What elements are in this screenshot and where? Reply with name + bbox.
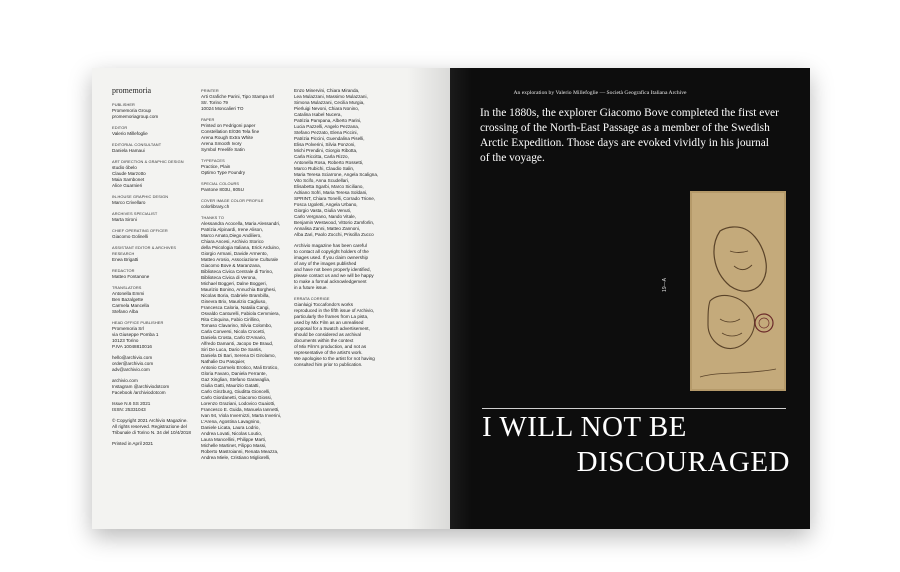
colophon-line: Promemoria Group [112,108,152,113]
colophon-line: Nicolas Boria, Gabriele Brambilla, [201,293,270,298]
colophon-line: Instagram @archiviodotcom [112,384,170,389]
colophon-line: Pantone 803U, 805U [201,187,244,192]
colophon-line: ISSN: 25331043 [112,407,146,412]
colophon-line: promemoriagroup.com [112,114,159,119]
colophon-block [112,211,192,223]
colophon-line: SPRINT, Chiara Tonelli, Corrado Trione, [294,196,376,201]
colophon-line: Alessandra Acocella, Maria Alessandri, [201,221,281,226]
colophon-line: Daniela Crosta, Carlo D'Amario, [201,335,267,340]
colophon-line: Arena Smooth Ivory [201,141,242,146]
colophon-line: to make a formal acknowledgement [294,279,367,284]
colophon-label: ASSISTANT EDITOR & ARCHIVES RESEARCH [112,245,177,256]
colophon-line: Optimo Type Foundry [201,170,246,175]
colophon-line: Carlo Vergnano, Nando Vitale, [294,214,356,219]
colophon-line: consulted him prior to publication. [294,362,363,367]
colophon-line: Michi Prendini, Giorgio Ribotta, [294,148,358,153]
colophon-block [112,378,192,396]
colophon-label: PRINTER [201,88,219,93]
colophon-line: Printed on Fedrigoni paper [201,123,256,128]
colophon-line: Constellation E/036 Tela fine [201,129,260,134]
colophon-line: Patrizia Alpinardi, Irene Alison, [201,227,264,232]
colophon-line: representative of the artist's work. [294,350,363,355]
colophon-line: adv@archivio.com [112,367,150,372]
colophon-line: Alfredo Damanti, Jacopo De Braud, [201,341,274,346]
colophon-label: SPECIAL COLOURS [201,181,240,186]
colophon-page [92,68,450,529]
colophon-line: hello@archivio.com [112,355,153,360]
colophon-line: studio óbelo [112,165,137,170]
colophon-line: Carmela Mancella [112,303,150,308]
colophon-line: Nathalie Du Pasquier, [201,359,246,364]
colophon-line: Str. Torino 79 [201,100,228,105]
colophon-line: Carlo Giordanetti, Giacomo Giossi, [201,395,272,400]
colophon-line: 10024 Moncalieri TO [201,106,244,111]
colophon-line: particularly the frames from La pista, [294,314,369,319]
colophon-line: Siri De Luca, Dario De Santis, [201,347,263,352]
colophon-block [201,88,285,112]
colophon-line: L'Arena, Agostina Lavagnino, [201,419,261,424]
colophon-block [112,194,192,206]
colophon-block [112,142,192,154]
colophon-line: Alba Zari, Paolo Zocchi, Priscilla Zucco [294,232,374,237]
colophon-column-3 [294,88,386,373]
colophon-line: Francesca Caloria, Natalia Cangi, [201,305,270,310]
colophon-line: Giacomo Golinelli [112,234,148,239]
colophon-line: Giacomo Bove & Maranzana, [201,263,262,268]
colophon-line: documents within the context [294,338,354,343]
colophon-label: EDITOR [112,125,128,130]
colophon-line: Enzo Minervini, Chiara Miranda, [294,88,360,93]
colophon-block [294,88,386,238]
colophon-line: © Copyright 2021 Archivio Magazine. [112,418,188,423]
colophon-line: Patrizia Pampana, Alberto Parini, [294,118,362,123]
colophon-block [112,418,192,436]
colophon-line: Michelle Martinet, Filippo Massi, [201,443,267,448]
colophon-line: Daniela Di Bari, Serena Di Girolamo, [201,353,276,358]
colophon-line: Simona Mulazzani, Cecilia Murgia, [294,100,365,105]
colophon-line: Andrea Lovati, Nicolas Loutio, [201,431,263,436]
sketch-reference-label: 19—A [661,278,668,292]
colophon-line: Elisa Polverini, Silvia Ponzoni, [294,142,356,147]
colophon-line: Ivan 94, Viola Invernizzi, Marta Inverini, [201,413,282,418]
colophon-line: Rita Cinquina, Fabio Cirillino, [201,317,261,322]
colophon-block [112,228,192,240]
colophon-line: Daniele Licata, Laura Lodrio, [201,425,260,430]
colophon-line: Benjamin Westwood, Vittorio Zamforlin, [294,220,375,225]
article-intro: In the 1880s, the explorer Giacomo Bove completed the first ever crossing of the North-East Passage as a member of the Swedish Arctic Expedition. Those days are evoked vividly in his journal of the voyage. [480,107,779,164]
colophon-line: via Giuseppe Pomba 1 [112,332,159,337]
colophon-line: Practice, Plain [201,164,231,169]
colophon-line: Marta Sironi [112,217,137,222]
colophon-line: proposal for a Swatch advertisement, [294,326,370,331]
colophon-line: Catalina Isabel Nucera, [294,112,342,117]
colophon-block [201,158,285,176]
colophon-line: Archivio magazine has been careful [294,243,367,248]
colophon-block [112,245,192,263]
colophon-line: Maia Sambonet [112,177,145,182]
colophon-line: images used. If you claim ownership [294,255,369,260]
colophon-line: P.IVA 10048810016 [112,344,152,349]
colophon-block [201,215,285,461]
colophon-line: of any of the images published [294,261,357,266]
colophon-block [294,296,386,368]
colophon-line: of Mix Film's production, and not as [294,344,367,349]
colophon-line: to contact all copyright holders of the [294,249,369,254]
colophon-block [112,125,192,137]
colophon-line: Chiara Ancesi, Archivio Storico [201,239,264,244]
colophon-block [112,102,192,120]
colophon-label: ART DIRECTION & GRAPHIC DESIGN [112,159,184,164]
article-byline: An exploration by Valerio Millefoglie — Società Geografica Italiana Archive [513,90,687,96]
colophon-line: should be considered as archival [294,332,361,337]
colophon-block [112,320,192,350]
colophon-line: Promemoria Srl [112,326,144,331]
colophon-line: 10123 Torino [112,338,139,343]
colophon-line: Issue N.6 SS 2021 [112,401,151,406]
colophon-line: Arena Rough Extra White [201,135,254,140]
colophon-line: reproduced in the fifth issue of Archivio, [294,308,375,313]
colophon-line: Lea Mulazzani, Massimo Mulazzani, [294,94,368,99]
colophon-line: Matteo Arosio, Associazione Culturale [201,257,279,262]
colophon-line: Andrea Miele, Cristiano Migliorelli, [201,455,271,460]
colophon-line: Tribunale di Torino N. 34 del 10/4/2018 [112,430,191,435]
colophon-line: Tomaso Clavarino, Silvia Colombo, [201,323,273,328]
colophon-block [112,268,192,280]
colophon-label: PUBLISHER [112,102,135,107]
colophon-label: ERRATA CORRIGE [294,296,330,301]
colophon-line: della Psicologia Italiana, Erick Arduino, [201,245,280,250]
colophon-line: Facebook /archiviodotcom [112,390,166,395]
publisher-logo: promemoria [112,86,152,95]
colophon-line: Lorenzo Graziani, Lodovico Guaiotti, [201,401,276,406]
colophon-block [112,355,192,373]
colophon-label: THANKS TO [201,215,225,220]
colophon-label: IN-HOUSE GRAPHIC DESIGN [112,194,169,199]
colophon-line: Valerio Millefoglie [112,131,148,136]
colophon-line: Lucia Pazzelli, Angelo Pezzana, [294,124,360,129]
colophon-line: All rights reserved. Registrazione del [112,424,187,429]
colophon-line: Stefano Alba [112,309,139,314]
colophon-line: and have not been properly identified, [294,267,371,272]
colophon-line: Adriano Sofri, Maria Teresa Soldani, [294,190,368,195]
article-title-line-2: DISCOURAGED [576,446,790,478]
colophon-label: ARCHIVES SPECIALIST [112,211,158,216]
colophon-line: colorlibrary.ch [201,204,230,209]
colophon-line: Pierluigi Nevoni, Chiara Nonino, [294,106,360,111]
colophon-line: We apologise to the artist for not having [294,356,375,361]
colophon-block [201,117,285,153]
colophon-line: Alice Guarnieri [112,183,143,188]
colophon-line: Laura Mancellini, Philippe Marti, [201,437,267,442]
colophon-line: Giulia Gatti, Maurizio Gatatti, [201,383,260,388]
colophon-column-2 [201,88,285,466]
colophon-line: Daniela Hamaui [112,148,145,153]
colophon-label: REDACTOR [112,268,135,273]
colophon-block [112,159,192,189]
colophon-block [201,181,285,193]
colophon-line: Maria Teresa Sciarrone, Angela Scaligna, [294,172,379,177]
colophon-block [112,401,192,413]
colophon-label: TRANSLATORS [112,285,142,290]
colophon-line: Marco Crivellaro [112,200,146,205]
colophon-line: Gianluigi Toccafondo's works [294,302,354,307]
colophon-line: Carla Riccitta, Carla Rizzo, [294,154,349,159]
colophon-line: order@archivio.com [112,361,154,366]
colophon-line: Stefano Pezzato, Elena Piccini, [294,130,358,135]
colophon-line: Claude Marzotto [112,171,146,176]
title-rule [482,408,786,409]
sketch-drawing-image [690,191,786,391]
colophon-line: Arti Grafiche Parini, Tipo Stampa srl [201,94,275,99]
colophon-block [294,243,386,291]
colophon-line: Ginevra Brix, Maurizio Cagliuso, [201,299,267,304]
colophon-line: Elisabetta Sgarbi, Marco Siciliano, [294,184,364,189]
colophon-line: Biblioteca Civica di Verona, [201,275,257,280]
article-title-line-1: I WILL NOT BE [482,411,687,443]
colophon-line: Annalisa Zanni, Matteo Zannoni, [294,226,361,231]
colophon-column-1 [112,88,192,452]
colophon-line: Marco Amato,Diego Andiliero, [201,233,262,238]
colophon-block [201,198,285,210]
colophon-line: Enea Brigatti [112,257,139,262]
colophon-block [112,441,192,447]
colophon-line: Giorgio Vasta, Giulia Venuti, [294,208,352,213]
colophon-line: Gaz Xinglian, Stefano Garavaglia, [201,377,271,382]
article-opener-page [450,68,810,529]
colophon-line: Francesco E. Guida, Manuela Iannetti, [201,407,280,412]
colophon-line: please contact us and we will be happy [294,273,374,278]
colophon-line: in a future issue. [294,285,328,290]
colophon-line: Antonio Carmelo Erotico, Mali Erotico, [201,365,279,370]
colophon-label: PAPER [201,117,215,122]
colophon-line: Antonella Rosa, Roberto Rossetti, [294,160,364,165]
colophon-line: Symbol Freelife Satin [201,147,245,152]
colophon-label: CHIEF OPERATING OFFICER [112,228,168,233]
colophon-line: Carlo Ginzburg, Giuditta Gioncelli, [201,389,271,394]
colophon-label: EDITORIAL CONSULTANT [112,142,162,147]
colophon-line: Vito Scifo, Anna Scudellari, [294,178,350,183]
colophon-block [112,285,192,315]
colophon-line: Patrizia Piccini, Guendalina Piselli, [294,136,365,141]
colophon-line: Michael Boggeri, Dalne Boggeri, [201,281,267,286]
colophon-line: Matteo Fontanone [112,274,150,279]
colophon-line: Ben Bazalgette [112,297,144,302]
colophon-line: archivio.com [112,378,138,383]
colophon-line: Gloria Favaro, Daniela Ferrante, [201,371,267,376]
colophon-line: used by Mix Film as an unrealised [294,320,364,325]
colophon-line: Biblioteca Civica Centrale di Torino, [201,269,274,274]
colophon-line: Giorgio Armani, Davide Armento, [201,251,268,256]
colophon-line: Carla Conversi, Nicola Crocetti, [201,329,266,334]
colophon-line: Printed in April 2021 [112,441,154,446]
colophon-label: TYPEFACES [201,158,225,163]
colophon-line: Roberto Mastroianni, Renata Meazza, [201,449,279,454]
colophon-label: COVER IMAGE COLOR PROFILE [201,198,264,203]
colophon-line: Antonella Emmi [112,291,145,296]
colophon-label: HEAD OFFICE PUBLISHER [112,320,164,325]
colophon-line: Fosca Ugoletti, Angela Urbano, [294,202,358,207]
magazine-spread [92,68,810,529]
colophon-line: Maurizio Bonino, Annuchia Borghesi, [201,287,277,292]
colophon-line: Marco Rubichi, Claudio Salin, [294,166,355,171]
colophon-line: Osvaldo Canturelli, Fabiola Cemmiera, [201,311,280,316]
